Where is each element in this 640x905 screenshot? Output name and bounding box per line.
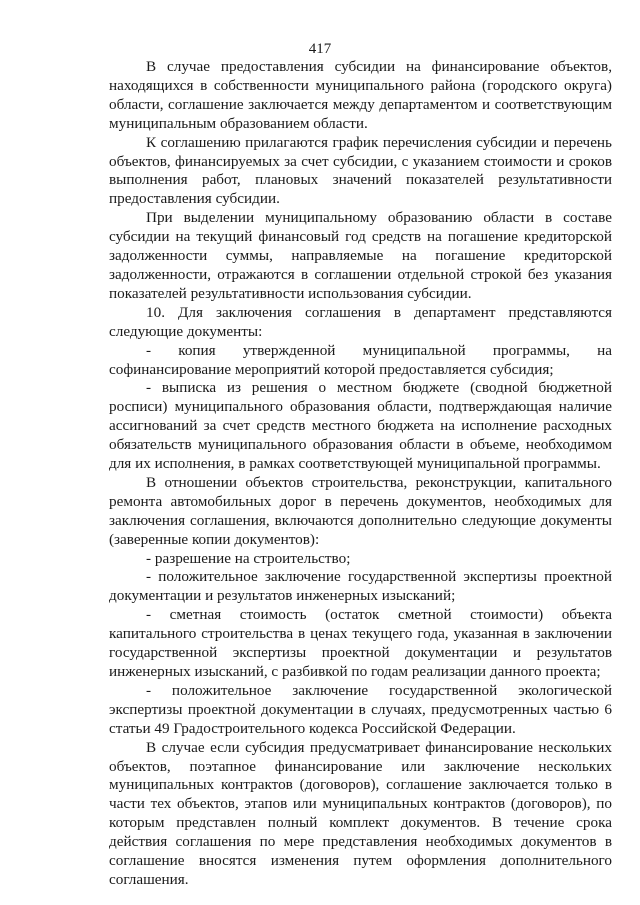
paragraph-construction-objects: В отношении объектов строительства, реконструкции, капитального ремонта автомобильных дорог в перечень документов, необходимых для заключения соглашения, включаются дополнительно следующие документы (заверенные копии документов): [109, 473, 612, 548]
list-item-ecological-expertise: - положительное заключение государственной экологической экспертизы проектной документации в случаях, предусмотренных частью 6 статьи 49 Градостроительного кодекса Российской Федерации. [109, 681, 612, 737]
list-item-building-permit: - разрешение на строительство; [146, 549, 351, 567]
paragraph-multiple-objects: В случае если субсидия предусматривает финансирование нескольких объектов, поэтапное финансирование или заключение нескольких муниципальных контрактов (договоров), соглашение заключается только в части тех объектов, этапов или муниципальных контрактов (договоров), по которым представлен полный комплект документов. В течение срока действия соглашения по мере представления необходимых документов в соглашение вносятся изменения путем оформления дополнительного соглашения. [109, 738, 612, 888]
list-item-state-expertise: - положительное заключение государственной экспертизы проектной документации и результатов инженерных изысканий; [109, 568, 612, 605]
list-item-program-copy: - копия утвержденной муниципальной программы, на софинансирование мероприятий которой предоставляется субсидия; [109, 341, 612, 378]
paragraph-schedule-attachment: К соглашению прилагаются график перечисления субсидии и перечень объектов, финансируемых за счет субсидии, с указанием стоимости и сроков выполнения работ, плановых значений показателей результативности предоставления субсидии. [109, 133, 612, 208]
paragraph-creditor-debt: При выделении муниципальному образованию области в составе субсидии на текущий финансовый год средств на погашение кредиторской задолженности суммы, направляемые на погашение кредиторской задолженности, отражаются в соглашении отдельной строкой без указания показателей результативности использования субсидии. [109, 209, 612, 302]
paragraph-required-documents: 10. Для заключения соглашения в департамент представляются следующие документы: [109, 303, 612, 340]
list-item-budget-extract: - выписка из решения о местном бюджете (сводной бюджетной росписи) муниципального образования области, подтверждающая наличие ассигнований за счет средств местного бюджета на исполнение расходных обязательств муниципального образования области в объеме, необходимом для их исполнения, в рамках соответствующей муниципальной программы. [109, 379, 612, 473]
page-number: 417 [308, 41, 332, 57]
paragraph-municipal-ownership: В случае предоставления субсидии на финансирование объектов, находящихся в собственности муниципального района (городского округа) области, соглашение заключается между департаментом и соответствующим муниципальным образованием области. [109, 58, 612, 132]
list-item-estimated-cost: - сметная стоимость (остаток сметной стоимости) объекта капитального строительства в ценах текущего года, указанная в заключении государственной экспертизы проектной документации и результатов инженерных изысканий, с разбивкой по годам реализации данного проекта; [109, 606, 612, 680]
document-body [109, 58, 612, 890]
